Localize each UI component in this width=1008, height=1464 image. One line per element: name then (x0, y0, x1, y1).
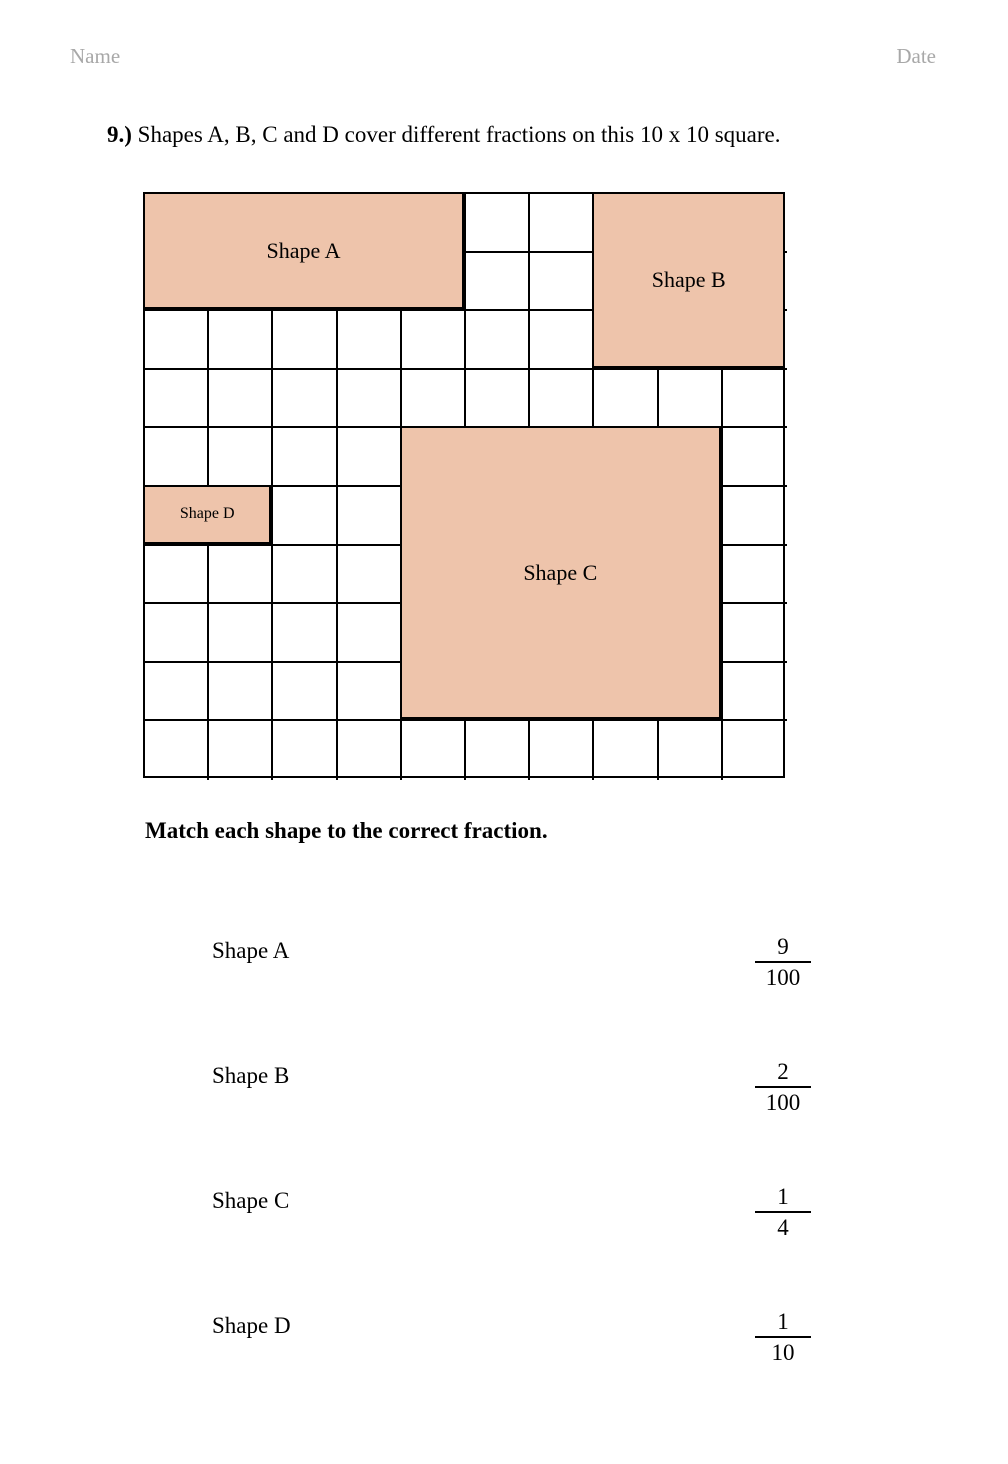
grid-cell (209, 546, 273, 605)
grid-cell (723, 546, 787, 605)
grid-cell (723, 663, 787, 722)
fraction-denominator: 10 (771, 1340, 795, 1366)
grid-shape-shape-a: Shape A (143, 192, 464, 309)
grid-cell (209, 370, 273, 429)
grid-cell (659, 370, 723, 429)
fraction (748, 934, 818, 992)
fraction-denominator: 4 (777, 1215, 789, 1241)
question-text (107, 120, 780, 150)
grid-cell (145, 663, 209, 722)
grid-cell (145, 311, 209, 370)
grid-cell (338, 721, 402, 780)
grid-cell (723, 721, 787, 780)
grid-cell (402, 311, 466, 370)
name-label: Name (70, 44, 121, 68)
match-row (0, 1295, 1008, 1420)
grid-cell (338, 428, 402, 487)
match-instruction: Match each shape to the correct fraction. (145, 818, 548, 843)
grid-cell (273, 370, 337, 429)
grid-cell (723, 604, 787, 663)
grid-cell (466, 721, 530, 780)
grid-cell (145, 604, 209, 663)
grid-cell (338, 370, 402, 429)
grid-shape-shape-d: Shape D (143, 485, 271, 544)
grid-cell (273, 487, 337, 546)
grid-cell (273, 311, 337, 370)
grid-shape-shape-b: Shape B (592, 192, 785, 368)
match-shape-label: Shape A (212, 938, 290, 963)
grid-cell (723, 370, 787, 429)
grid-cell (466, 311, 530, 370)
grid-cell (209, 663, 273, 722)
grid-cell (145, 370, 209, 429)
grid-cell (723, 428, 787, 487)
grid-cell (466, 370, 530, 429)
grid-cell (594, 370, 658, 429)
ten-by-ten-grid (143, 192, 785, 778)
match-row (0, 1045, 1008, 1170)
fraction (748, 1184, 818, 1242)
grid-cell (466, 253, 530, 312)
fraction-numerator: 1 (777, 1309, 789, 1334)
grid-cell (273, 604, 337, 663)
grid-cell (594, 721, 658, 780)
grid-cell (338, 487, 402, 546)
fraction-denominator: 100 (765, 965, 801, 991)
match-row (0, 1170, 1008, 1295)
grid-cell (402, 721, 466, 780)
grid-cell (273, 546, 337, 605)
grid-cell (273, 428, 337, 487)
grid-cell (723, 487, 787, 546)
grid-cell (273, 663, 337, 722)
grid-cell (530, 721, 594, 780)
grid-cell (530, 370, 594, 429)
fraction-denominator: 100 (765, 1090, 801, 1116)
grid-cell (338, 311, 402, 370)
grid-cell (530, 253, 594, 312)
grid-cell (530, 194, 594, 253)
matching-list (0, 920, 1008, 1420)
grid-cell (209, 311, 273, 370)
grid-cell (530, 311, 594, 370)
grid-cell (209, 721, 273, 780)
grid-cell (145, 546, 209, 605)
grid-cell (209, 428, 273, 487)
grid-cell (466, 194, 530, 253)
worksheet-header (0, 44, 1008, 74)
match-row (0, 920, 1008, 1045)
grid-cell (338, 663, 402, 722)
question-body: Shapes A, B, C and D cover different fractions on this 10 x 10 square. (137, 122, 781, 147)
question-number: 9.) (107, 122, 132, 147)
grid-cell (145, 721, 209, 780)
grid-cell (145, 428, 209, 487)
grid-cell (338, 604, 402, 663)
grid-cell (659, 721, 723, 780)
match-shape-label: Shape B (212, 1063, 290, 1088)
match-shape-label: Shape D (212, 1313, 291, 1338)
date-label: Date (896, 44, 936, 68)
grid-cell (273, 721, 337, 780)
match-shape-label: Shape C (212, 1188, 290, 1213)
fraction-numerator: 9 (777, 934, 789, 959)
fraction-numerator: 1 (777, 1184, 789, 1209)
grid-cell (338, 546, 402, 605)
fraction (748, 1309, 818, 1367)
grid-cell (209, 604, 273, 663)
fraction (748, 1059, 818, 1117)
grid-shape-shape-c: Shape C (400, 426, 721, 719)
grid-cell (402, 370, 466, 429)
fraction-numerator: 2 (777, 1059, 789, 1084)
